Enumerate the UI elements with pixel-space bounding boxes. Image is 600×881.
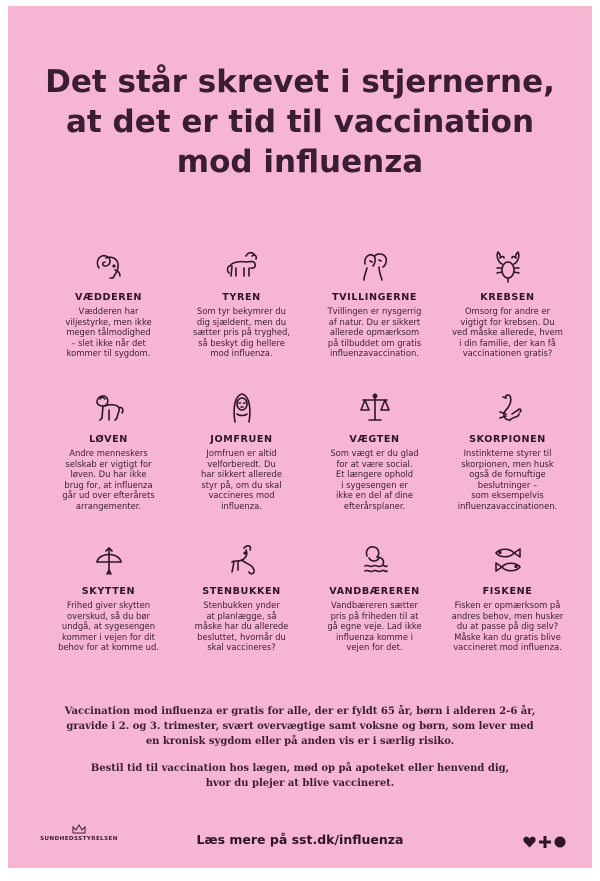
sign-krebsen — [441, 246, 574, 388]
sign-text: Vædderen har viljestyrke, men ikke megen tålmodighed – slet ikke når det kommer til sygdom. — [65, 306, 152, 359]
crab-icon — [488, 246, 528, 286]
sign-jomfruen — [175, 388, 308, 540]
info-text — [48, 704, 552, 803]
water-bearer-icon — [355, 540, 395, 580]
brand-symbols — [523, 833, 566, 852]
sign-name: STENBUKKEN — [202, 586, 281, 597]
sign-text: Frihed giver skytten overskud, så du bør undgå, at sygesengen kommer i vejen for dit behov for at komme ud. — [58, 600, 159, 653]
sign-name: SKYTTEN — [81, 586, 136, 597]
sign-text: Andre menneskers selskab er vigtigt for løven. Du har ikke brug for, at influenza går ud over efterårets arrangementer. — [62, 448, 155, 511]
info-paragraph-eligibility: Vaccination mod influenza er gratis for alle, der er fyldt 65 år, børn i alderen 2-6 år, gravide i 2. og 3. trimester, svært overvægtige samt voksne og børn, som lever med en kronisk sygdom eller på anden vis er i særlig risiko. — [64, 706, 536, 747]
zodiac-grid — [42, 246, 574, 690]
virgin-icon — [222, 388, 262, 428]
sign-name: VANDBÆREREN — [329, 586, 420, 597]
sign-skorpionen — [441, 388, 574, 540]
info-paragraph-booking: Bestil tid til vaccination hos lægen, mød op på apoteket eller henvend dig, hvor du plejer at blive vaccineret. — [90, 763, 510, 789]
sign-text: Instinkterne styrer til skorpionen, men husk også de fornuftige beslutninger – som eksempelvis influenzavaccinationen. — [457, 448, 558, 511]
fish-icon — [488, 540, 528, 580]
sign-text: Fisken er opmærksom på andres behov, men husker du at passe på dig selv? Måske kan du gratis blive vaccineret mod influenza. — [451, 600, 564, 653]
sign-name: SKORPIONEN — [469, 434, 546, 445]
sign-text: Som tyr bekymrer du dig sjældent, men du sætter pris på tryghed, så beskyt dig hellere mod influenza. — [192, 306, 291, 359]
sign-name: TVILLINGERNE — [332, 292, 417, 303]
sign-tyren — [175, 246, 308, 388]
sign-stenbukken — [175, 540, 308, 690]
sign-text: Som vægt er du glad for at være social. Et længere ophold i sygesengen er ikke en del af dine efterårsplaner. — [330, 448, 419, 511]
sign-text: Stenbukken ynder at planlægge, så måske har du allerede besluttet, hvornår du skal vaccineres? — [194, 600, 289, 653]
bull-icon — [222, 246, 262, 286]
lion-icon — [89, 388, 129, 428]
circle-icon — [554, 833, 566, 852]
sign-vandbaereren — [308, 540, 441, 690]
twins-icon — [355, 246, 395, 286]
goat-icon — [222, 540, 262, 580]
more-info-link[interactable]: Læs mere på sst.dk/influenza — [196, 832, 404, 847]
sign-name: JOMFRUEN — [210, 434, 273, 445]
sign-loeven — [42, 388, 175, 540]
headline-line-2: at det er tid til vaccination — [65, 104, 535, 140]
sign-name: KREBSEN — [480, 292, 535, 303]
sign-tvillingerne — [308, 246, 441, 388]
headline-line-3: mod influenza — [176, 144, 424, 180]
headline — [28, 62, 572, 182]
sign-name: VÆGTEN — [349, 434, 400, 445]
sign-vaedderen — [42, 246, 175, 388]
logo-text: SUNDHEDSSTYRELSEN — [40, 836, 118, 842]
sign-name: LØVEN — [89, 434, 128, 445]
sign-fiskene — [441, 540, 574, 690]
sign-name: FISKENE — [482, 586, 533, 597]
scales-icon — [355, 388, 395, 428]
sign-skytten — [42, 540, 175, 690]
sign-name: VÆDDEREN — [74, 292, 143, 303]
sign-text: Omsorg for andre er vigtigt for krebsen. Du ved måske allerede, hvem i din familie, der kan få vaccinationen gratis? — [452, 306, 563, 359]
scorpion-icon — [488, 388, 528, 428]
sign-vaegten — [308, 388, 441, 540]
headline-line-1: Det står skrevet i stjernerne, — [45, 64, 555, 100]
ram-icon — [89, 246, 129, 286]
bow-arrow-icon — [89, 540, 129, 580]
heart-icon — [523, 833, 536, 852]
sign-name: TYREN — [222, 292, 261, 303]
sign-text: Jomfruen er altid velforberedt. Du har sikkert allerede styr på, om du skal vaccineres mod influenza. — [201, 448, 282, 511]
poster — [8, 6, 592, 868]
sign-text: Vandbæreren sætter pris på friheden til at gå egne veje. Lad ikke influenza komme i vejen for det. — [327, 600, 422, 653]
plus-icon — [539, 833, 551, 852]
sign-text: Tvillingen er nysgerrig af natur. Du er sikkert allerede opmærksom på tilbuddet om gratis influenzavaccination. — [327, 306, 422, 359]
